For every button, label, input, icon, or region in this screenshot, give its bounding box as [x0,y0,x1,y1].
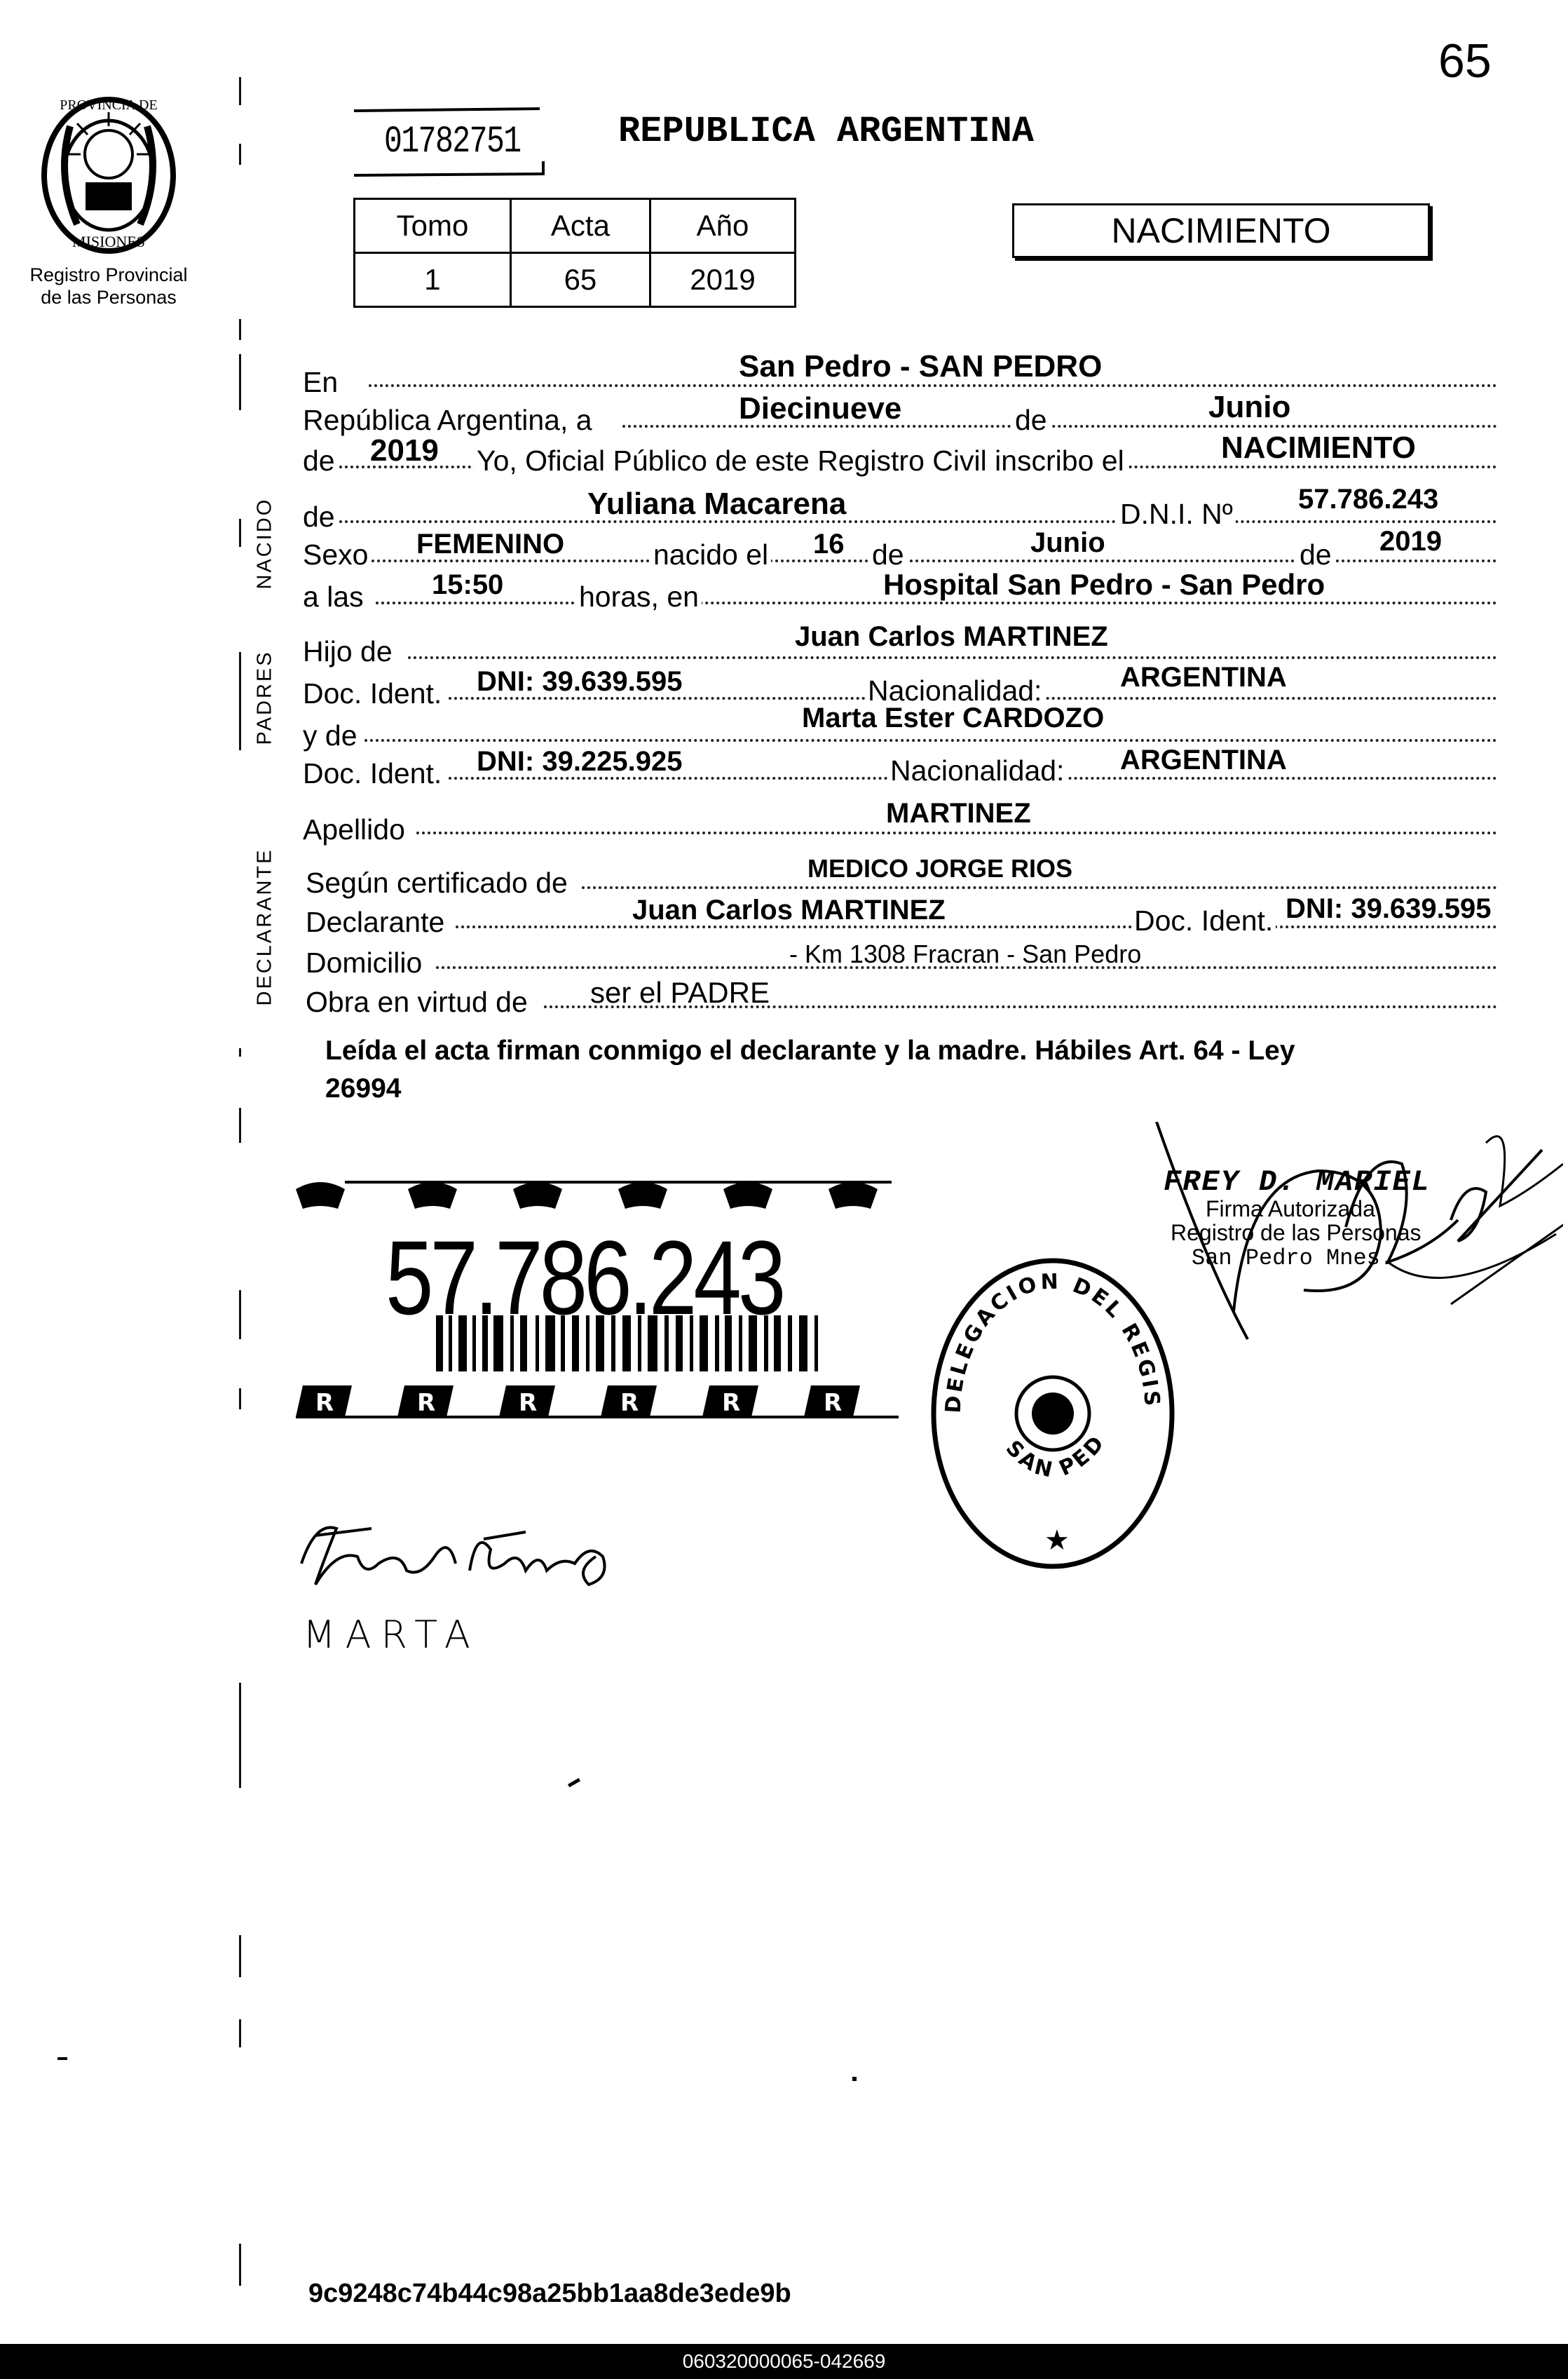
svg-text:R: R [722,1389,741,1417]
svg-text:R: R [824,1389,843,1417]
label-de-5: de [1297,538,1335,571]
svg-text:R: R [519,1389,538,1417]
value-nac-madre: ARGENTINA [1120,745,1287,775]
registry-table [353,198,796,308]
label-obra: Obra en virtud de [306,986,528,1018]
label-de-3: de [303,501,335,533]
label-y-de: y de [303,719,357,752]
institution-name [14,264,203,309]
value-nac-anio: 2019 [1379,526,1442,557]
scan-artifact [57,2057,67,2060]
margin-tick [239,1048,241,1057]
value-hora: 15:50 [432,569,504,600]
value-madre: Marta Ester CARDOZO [802,703,1105,733]
footer-code: 060320000065-042669 [682,2350,886,2372]
value-nac-mes: Junio [1030,527,1105,558]
closing-statement [325,1032,1489,1108]
value-doc-madre: DNI: 39.225.925 [477,746,683,777]
label-doc-ident-3: Doc. Ident. [1131,904,1276,937]
value-mes: Junio [1208,390,1291,424]
label-doc-ident-1: Doc. Ident. [303,677,442,710]
closing-line-2: 26994 [325,1073,402,1104]
table-header-tomo: Tomo [355,199,511,253]
label-en: En [303,366,339,398]
logo-text-bottom: MISIONES [72,233,145,250]
svg-text:R: R [417,1389,436,1417]
value-sexo: FEMENINO [416,529,565,560]
table-header-anio: Año [650,199,795,253]
value-nac-dia: 16 [813,529,845,560]
section-label-nacido: NACIDO [253,497,276,590]
table-value-anio: 2019 [650,253,795,307]
logo-text-top: PROVINCIA DE [60,97,158,113]
margin-tick [239,1935,241,1977]
value-tipo: NACIMIENTO [1221,431,1416,465]
value-declarante: Juan Carlos MARTINEZ [632,895,946,926]
seal-star-icon: ★ [1044,1524,1070,1557]
margin-tick [239,144,241,165]
official-location: San Pedro Mnes. [1192,1245,1394,1271]
official-registry: Registro de las Personas [1171,1220,1422,1245]
seal-outer-text: DELEGACION DEL REGIS [941,1269,1165,1414]
table-header-acta: Acta [510,199,650,253]
official-title: Firma Autorizada [1206,1196,1375,1221]
margin-tick [239,1683,241,1788]
label-republica: República Argentina, a [303,404,592,436]
label-dni: D.N.I. Nº [1117,498,1236,531]
act-type-box: NACIMIENTO [1012,203,1430,258]
margin-tick [239,652,241,750]
section-label-declarante: DECLARANTE [253,848,276,1006]
value-anio: 2019 [370,433,439,468]
registry-seal [927,1252,1179,1575]
province-logo [28,84,189,259]
svg-text:R: R [315,1389,334,1417]
label-sexo: Sexo [303,538,369,571]
value-en: San Pedro - SAN PEDRO [739,349,1103,384]
serial-box [350,105,547,179]
margin-tick [239,1388,241,1409]
margin-tick [239,1290,241,1339]
document-hash: 9c9248c74b44c98a25bb1aa8de3ede9b [308,2279,791,2308]
value-obra: ser el PADRE [590,976,770,1009]
scan-artifact [568,1778,580,1787]
value-doc-declarante: DNI: 39.639.595 [1286,893,1492,924]
margin-tick [239,2244,241,2286]
institution-line-2: de las Personas [41,287,177,308]
value-doc-padre: DNI: 39.639.595 [477,666,683,697]
section-label-padres: PADRES [253,650,276,745]
label-de-2: de [303,445,335,477]
institution-line-1: Registro Provincial [29,264,188,285]
label-doc-ident-2: Doc. Ident. [303,757,442,789]
label-hijo-de: Hijo de [303,635,393,667]
margin-tick [239,319,241,340]
dni-barcode-label [289,1175,906,1442]
label-de-4: de [869,538,907,571]
official-name: FREY D. MARIEL [1164,1165,1431,1199]
value-padre: Juan Carlos MARTINEZ [795,621,1108,652]
mother-signature-name: MARTA [303,1613,480,1657]
value-nombre: Yuliana Macarena [587,487,847,521]
margin-tick [239,354,241,410]
footer-bar [0,2344,1568,2379]
label-apellido: Apellido [303,813,405,846]
label-nacionalidad-2: Nacionalidad: [887,754,1067,787]
dni-barcode-number: 57.786.243 [386,1219,783,1336]
label-declarante: Declarante [306,906,445,938]
margin-tick [239,1108,241,1143]
margin-tick [239,2019,241,2047]
label-horas-en: horas, en [576,581,702,614]
table-value-acta: 65 [510,253,650,307]
label-nacionalidad-1: Nacionalidad: [865,675,1044,707]
country-title: REPUBLICA ARGENTINA [618,111,1034,152]
svg-text:DELEGACION DEL REGISTRO PROVIN [927,1252,1164,1414]
signature-scribble [294,1507,631,1606]
page-number: 65 [1438,34,1492,88]
value-dia: Diecinueve [739,391,902,426]
closing-line-1: Leída el acta firman conmigo el declarante y la madre. Hábiles Art. 64 - Ley [325,1036,1295,1066]
value-lugar: Hospital San Pedro - San Pedro [883,568,1325,601]
margin-tick [239,77,241,105]
label-de-1: de [1012,404,1050,437]
value-domicilio: - Km 1308 Fracran - San Pedro [789,940,1142,968]
value-certificado: MEDICO JORGE RIOS [807,854,1073,883]
label-a-las: a las [303,581,364,613]
value-apellido: MARTINEZ [886,798,1031,829]
svg-text:R: R [620,1389,639,1417]
seal-inner-text: SAN PED [1000,1429,1111,1484]
mother-signature [294,1507,631,1676]
label-oficial: Yo, Oficial Público de este Registro Civil inscribo el [474,445,1127,477]
value-nac-padre: ARGENTINA [1120,662,1287,693]
margin-tick [239,519,241,547]
serial-number: 01782751 [384,121,521,163]
table-value-tomo: 1 [355,253,511,307]
label-domicilio: Domicilio [306,947,423,979]
label-nacido-el: nacido el [650,538,771,571]
value-dni: 57.786.243 [1298,484,1439,515]
official-stamp-block [1150,1122,1563,1346]
scan-artifact [852,2077,857,2081]
label-segun: Según certificado de [306,867,568,899]
